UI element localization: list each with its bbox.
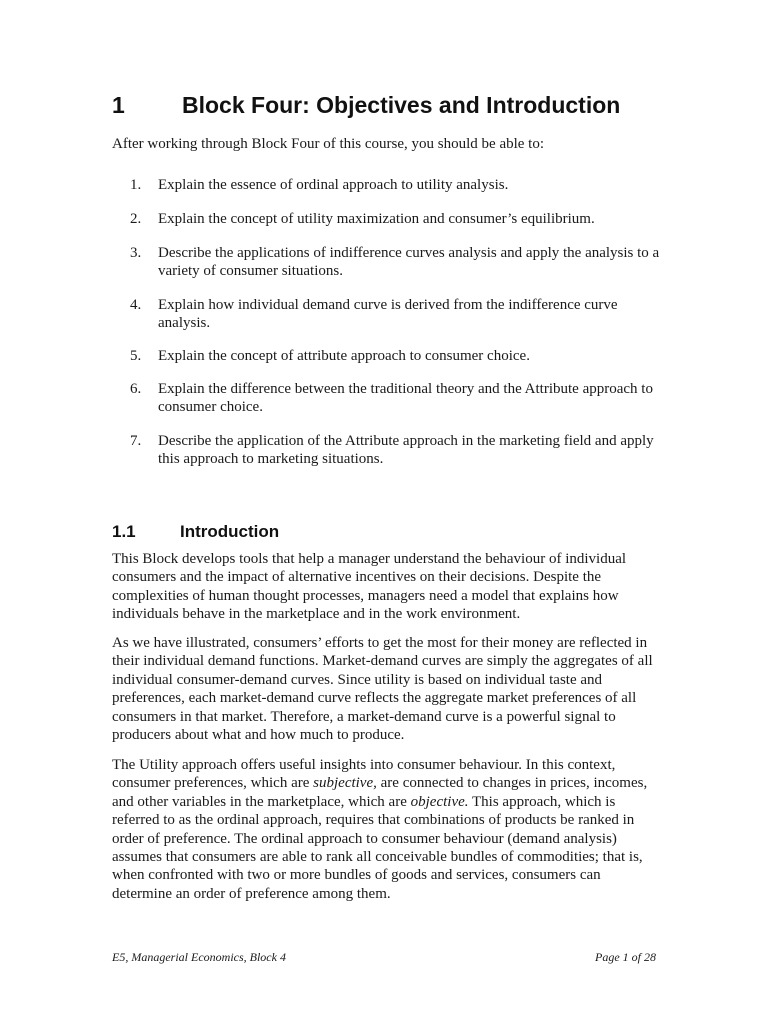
heading-title: Block Four: Objectives and Introduction	[182, 92, 621, 118]
paragraph-text: This approach, which is referred to as the ordinal approach, requires that combinations of products be ranked in order of preference. The ordinal approach to consumer behaviour (demand analysis) assumes that consumers are able to rank all conceivable bundles of commodities; that is, when confronted with two or more bundles of goods and services, consumers can determine an order of preference among them.	[112, 793, 643, 902]
intro-paragraph-2: As we have illustrated, consumers’ efforts to get the most for their money are reflected in their individual demand functions. Market-demand curves are simply the aggregates of all individual consumer-demand curves. Since utility is based on individual taste and preferences, each market-demand curve reflects the aggregate market preferences of all consumers in that market. Therefore, a market-demand curve is a powerful signal to producers about what and how much to produce.	[112, 635, 653, 744]
objective-text: Explain the essence of ordinal approach to utility analysis.	[158, 177, 509, 193]
paragraph-text: are connected to changes in prices, incomes, and other variables in the marketplace, which are	[112, 775, 648, 810]
objectives-intro: After working through Block Four of this course, you should be able to:	[112, 136, 545, 152]
objective-number: 7.	[130, 433, 142, 449]
footer-page-number: Page 1 of 28	[595, 950, 656, 964]
intro-paragraph-3	[112, 756, 657, 903]
objective-number: 5.	[130, 348, 142, 364]
paragraph-text: The Utility approach offers useful insights into consumer behaviour. In this context, consumer preferences, which are	[112, 757, 616, 792]
objective-text: Explain the concept of attribute approach to consumer choice.	[158, 348, 530, 364]
section-title: Introduction	[180, 522, 280, 541]
objective-text: Explain how individual demand curve is derived from the indifference curve analysis.	[158, 297, 618, 331]
objective-text: Explain the difference between the traditional theory and the Attribute approach to consumer choice.	[158, 381, 653, 415]
page-title	[112, 92, 620, 119]
objective-number: 6.	[130, 381, 142, 397]
objective-number: 4.	[130, 297, 142, 313]
objective-text: Explain the concept of utility maximization and consumer’s equilibrium.	[158, 211, 595, 227]
objective-number: 3.	[130, 245, 142, 261]
italic-term-objective: objective.	[410, 793, 469, 810]
section-heading	[112, 522, 279, 542]
footer-course: E5, Managerial Economics, Block 4	[112, 950, 286, 964]
objective-number: 1.	[130, 177, 142, 193]
italic-term-subjective: subjective,	[313, 775, 377, 792]
objective-number: 2.	[130, 211, 142, 227]
intro-paragraph-1: This Block develops tools that help a manager understand the behaviour of individual consumers and the impact of alternative incentives on their decisions. Despite the complexities of human thought processes, managers need a model that explains how individuals behave in the marketplace and in the work environment.	[112, 551, 627, 623]
objective-text: Describe the applications of indifference curves analysis and apply the analysis to a variety of consumer situations.	[158, 245, 660, 279]
heading-number: 1	[112, 92, 125, 118]
objective-text: Describe the application of the Attribute approach in the marketing field and apply this approach to marketing situations.	[158, 433, 654, 467]
section-number: 1.1	[112, 522, 136, 541]
